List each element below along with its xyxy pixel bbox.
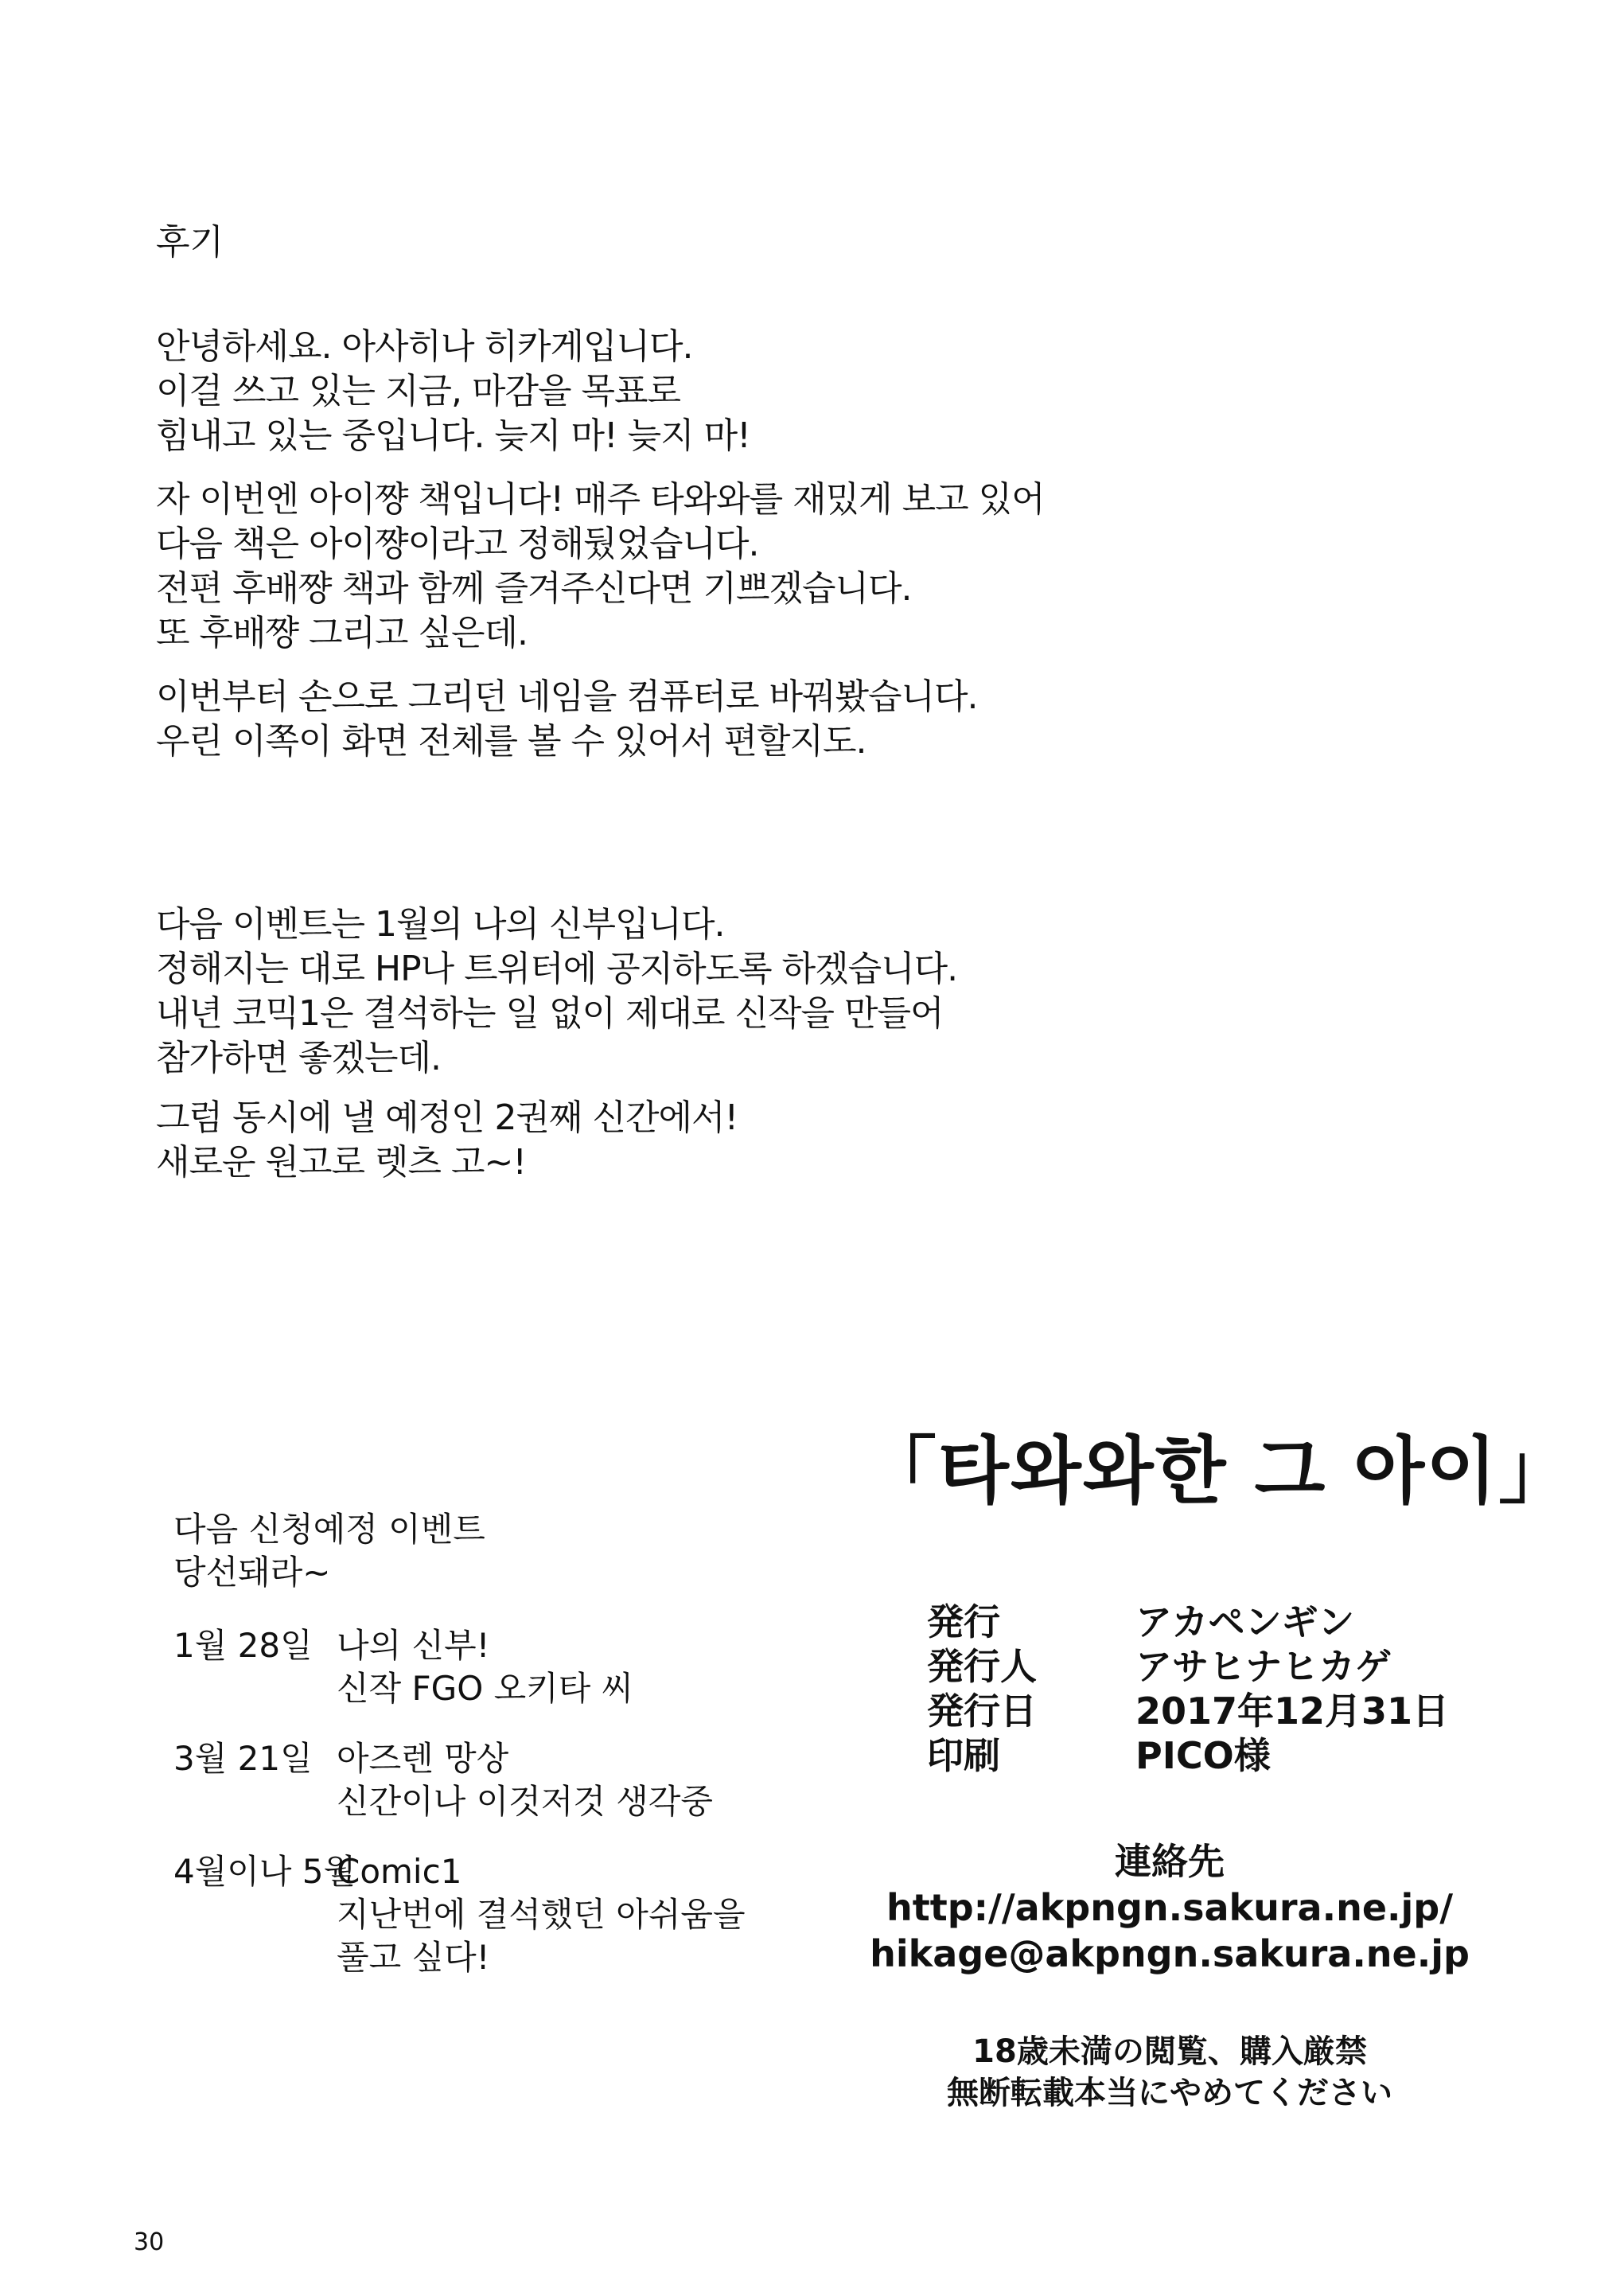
event-item [173,1624,746,1710]
colophon-row [927,1644,1449,1689]
event-list-subtitle: 당선돼라~ [173,1553,331,1592]
book-title: 「타와와한 그 아이」 [863,1429,1574,1514]
colophon-value: アサヒナヒカゲ [1135,1645,1392,1688]
colophon [927,1600,1449,1778]
age-notice-line: 無断転載本当にやめてください [947,2075,1392,2111]
event-description: 아즈렌 망상 신간이나 이것저것 생각중 [337,1739,713,1821]
colophon-row [927,1689,1449,1733]
event-item [173,1850,746,1979]
event-date: 1월 28일 [173,1626,313,1665]
afterword-paragraph: 그럼 동시에 낼 예정인 2권째 신간에서! 새로운 원고로 렛츠 고~! [156,1097,738,1183]
contact-email[interactable]: hikage@akpngn.sakura.ne.jp [870,1932,1470,1975]
event-date: 4월이나 5월 [173,1852,356,1891]
colophon-key: 発行日 [927,1690,1037,1733]
afterword-heading: 후기 [156,222,224,263]
afterword-paragraph: 다음 이벤트는 1월의 나의 신부입니다. 정해지는 대로 HP나 트위터에 공지하도록 하겠습니다. 내년 코믹1은 결석하는 일 없이 제대로 신작을 만들어 참가하면 좋겠는데. [156,904,958,1078]
event-description: Comic1 지난번에 결석했던 아쉬움을 풀고 싶다! [337,1852,746,1977]
event-item [173,1737,746,1823]
page-number: 30 [134,2228,165,2256]
colophon-key: 発行 [927,1600,1000,1643]
contact-block [843,1838,1496,1977]
colophon-key: 発行人 [927,1645,1037,1688]
colophon-value: 2017年12月31日 [1135,1690,1450,1733]
event-list [173,1508,746,1979]
event-date: 3월 21일 [173,1739,313,1778]
afterword-paragraph: 이번부터 손으로 그리던 네임을 컴퓨터로 바꿔봤습니다. 우린 이쪽이 화면 전체를 볼 수 있어서 편할지도. [156,676,978,762]
contact-url[interactable]: http://akpngn.sakura.ne.jp/ [886,1886,1453,1929]
colophon-value: アカペンギン [1135,1600,1355,1643]
colophon-row [927,1733,1449,1778]
colophon-value: PICO様 [1135,1734,1271,1777]
age-notice [859,2031,1480,2114]
age-notice-line: 18歳未満の閲覧、購入厳禁 [972,2033,1367,2070]
colophon-key: 印刷 [927,1734,1000,1777]
event-description: 나의 신부! 신작 FGO 오키타 씨 [337,1626,634,1708]
afterword-paragraph: 자 이번엔 아이쨩 책입니다! 매주 타와와를 재밌게 보고 있어 다음 책은 아이쨩이라고 정해뒀었습니다. 전편 후배쨩 책과 함께 즐겨주신다면 기쁘겠습니다. 또 후배쨩 그리고 싶은데. [156,479,1045,653]
contact-label: 連絡先 [1115,1840,1225,1883]
colophon-row [927,1600,1449,1644]
afterword-paragraph: 안녕하세요. 아사히나 히카게입니다. 이걸 쓰고 있는 지금, 마감을 목표로 힘내고 있는 중입니다. 늦지 마! 늦지 마! [156,326,750,456]
event-list-title: 다음 신청예정 이벤트 [173,1510,485,1549]
